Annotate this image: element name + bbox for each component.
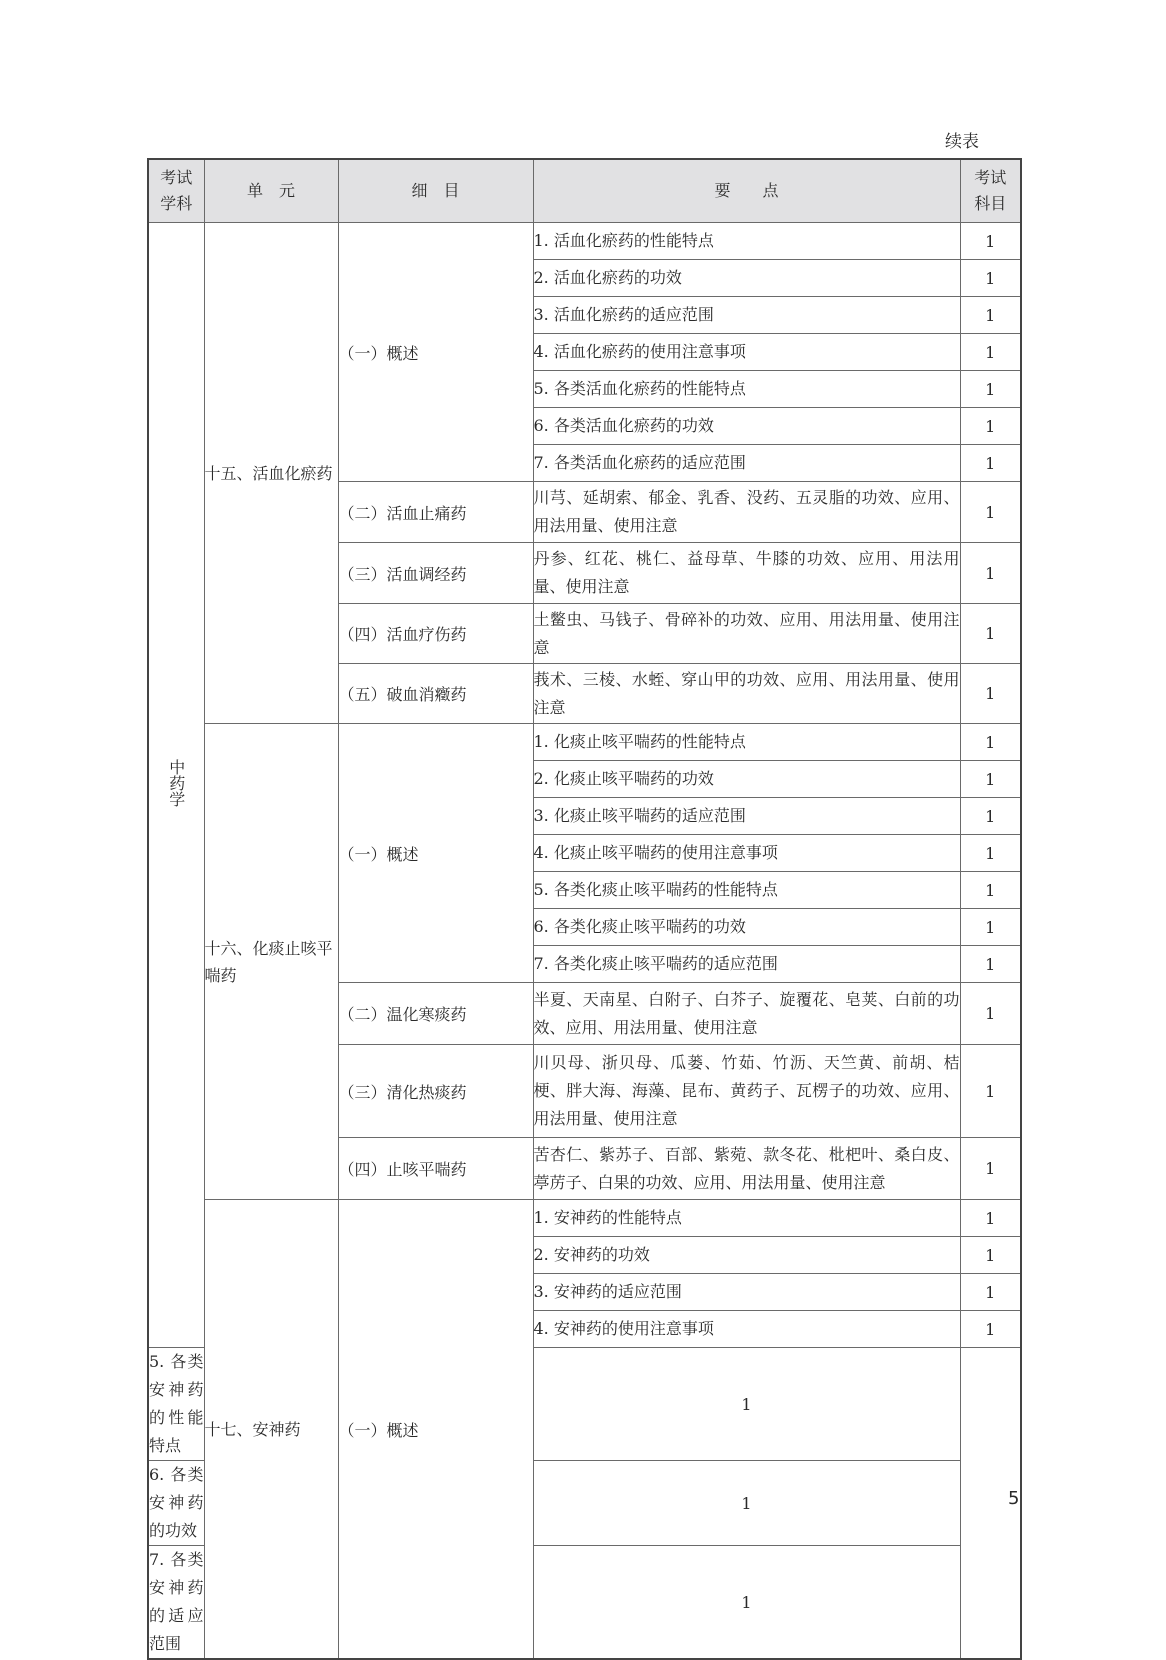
item-cell: （一）概述 bbox=[338, 223, 533, 482]
point-cell: 1. 活血化瘀药的性能特点 bbox=[533, 223, 960, 260]
item-cell: （三）清化热痰药 bbox=[338, 1045, 533, 1138]
exam-cell: 1 bbox=[960, 1311, 1021, 1348]
exam-cell: 1 bbox=[533, 1546, 960, 1660]
exam-cell: 1 bbox=[960, 872, 1021, 909]
exam-cell: 1 bbox=[960, 909, 1021, 946]
point-cell: 2. 活血化瘀药的功效 bbox=[533, 260, 960, 297]
exam-cell: 1 bbox=[960, 1138, 1021, 1200]
exam-cell: 1 bbox=[960, 297, 1021, 334]
point-cell: 2. 安神药的功效 bbox=[533, 1237, 960, 1274]
header-item: 细 目 bbox=[338, 159, 533, 223]
header-points: 要 点 bbox=[533, 159, 960, 223]
item-cell: （二）活血止痛药 bbox=[338, 482, 533, 543]
table-row bbox=[148, 1200, 1021, 1237]
exam-cell: 1 bbox=[960, 371, 1021, 408]
point-cell: 5. 各类安神药的性能特点 bbox=[148, 1348, 204, 1461]
point-cell: 3. 活血化瘀药的适应范围 bbox=[533, 297, 960, 334]
point-cell: 6. 各类活血化瘀药的功效 bbox=[533, 408, 960, 445]
subject-label: 中药学 bbox=[166, 759, 186, 807]
exam-cell: 1 bbox=[960, 761, 1021, 798]
item-cell: （二）温化寒痰药 bbox=[338, 983, 533, 1045]
point-cell: 7. 各类安神药的适应范围 bbox=[148, 1546, 204, 1660]
point-cell: 土鳖虫、马钱子、骨碎补的功效、应用、用法用量、使用注意 bbox=[533, 604, 960, 664]
point-cell: 6. 各类安神药的功效 bbox=[148, 1461, 204, 1546]
unit-cell: 十六、化痰止咳平喘药 bbox=[204, 724, 338, 1200]
exam-cell: 1 bbox=[960, 260, 1021, 297]
subject-cell bbox=[148, 223, 204, 1348]
table-row bbox=[148, 223, 1021, 260]
point-cell: 川芎、延胡索、郁金、乳香、没药、五灵脂的功效、应用、用法用量、使用注意 bbox=[533, 482, 960, 543]
point-cell: 6. 各类化痰止咳平喘药的功效 bbox=[533, 909, 960, 946]
item-cell: （三）活血调经药 bbox=[338, 543, 533, 604]
point-cell: 2. 化痰止咳平喘药的功效 bbox=[533, 761, 960, 798]
exam-cell: 1 bbox=[960, 724, 1021, 761]
point-cell: 7. 各类活血化瘀药的适应范围 bbox=[533, 445, 960, 482]
exam-cell: 1 bbox=[960, 408, 1021, 445]
point-cell: 4. 化痰止咳平喘药的使用注意事项 bbox=[533, 835, 960, 872]
exam-cell: 1 bbox=[960, 1200, 1021, 1237]
syllabus-table bbox=[147, 158, 1022, 1660]
item-cell: （一）概述 bbox=[338, 724, 533, 983]
point-cell: 5. 各类化痰止咳平喘药的性能特点 bbox=[533, 872, 960, 909]
point-cell: 3. 安神药的适应范围 bbox=[533, 1274, 960, 1311]
point-cell: 苦杏仁、紫苏子、百部、紫菀、款冬花、枇杷叶、桑白皮、葶苈子、白果的功效、应用、用法用量、使用注意 bbox=[533, 1138, 960, 1200]
exam-cell: 1 bbox=[960, 946, 1021, 983]
point-cell: 4. 活血化瘀药的使用注意事项 bbox=[533, 334, 960, 371]
exam-cell: 1 bbox=[960, 798, 1021, 835]
continued-table-label: 续表 bbox=[945, 132, 979, 152]
exam-cell: 1 bbox=[960, 334, 1021, 371]
exam-cell: 1 bbox=[960, 1045, 1021, 1138]
exam-cell: 1 bbox=[960, 223, 1021, 260]
exam-cell: 1 bbox=[960, 604, 1021, 664]
exam-cell: 1 bbox=[960, 543, 1021, 604]
exam-cell: 1 bbox=[960, 482, 1021, 543]
exam-cell: 1 bbox=[960, 1237, 1021, 1274]
exam-cell: 1 bbox=[960, 445, 1021, 482]
point-cell: 1. 安神药的性能特点 bbox=[533, 1200, 960, 1237]
page-number: 5 bbox=[1008, 1488, 1020, 1509]
item-cell: （四）活血疗伤药 bbox=[338, 604, 533, 664]
item-cell: （四）止咳平喘药 bbox=[338, 1138, 533, 1200]
exam-cell: 1 bbox=[533, 1348, 960, 1461]
exam-cell: 1 bbox=[960, 664, 1021, 724]
table-row bbox=[148, 724, 1021, 761]
exam-cell: 1 bbox=[533, 1461, 960, 1546]
point-cell: 丹参、红花、桃仁、益母草、牛膝的功效、应用、用法用量、使用注意 bbox=[533, 543, 960, 604]
item-cell: （五）破血消癥药 bbox=[338, 664, 533, 724]
point-cell: 1. 化痰止咳平喘药的性能特点 bbox=[533, 724, 960, 761]
unit-cell: 十五、活血化瘀药 bbox=[204, 223, 338, 724]
unit-cell: 十七、安神药 bbox=[204, 1200, 338, 1660]
header-unit: 单 元 bbox=[204, 159, 338, 223]
exam-cell: 1 bbox=[960, 983, 1021, 1045]
header-exam: 考试科目 bbox=[960, 159, 1021, 223]
item-cell: （一）概述 bbox=[338, 1200, 533, 1660]
point-cell: 3. 化痰止咳平喘药的适应范围 bbox=[533, 798, 960, 835]
point-cell: 5. 各类活血化瘀药的性能特点 bbox=[533, 371, 960, 408]
point-cell: 4. 安神药的使用注意事项 bbox=[533, 1311, 960, 1348]
exam-cell: 1 bbox=[960, 835, 1021, 872]
exam-cell: 1 bbox=[960, 1274, 1021, 1311]
point-cell: 莪术、三棱、水蛭、穿山甲的功效、应用、用法用量、使用注意 bbox=[533, 664, 960, 724]
table-header-row bbox=[148, 159, 1021, 223]
point-cell: 川贝母、浙贝母、瓜蒌、竹茹、竹沥、天竺黄、前胡、桔梗、胖大海、海藻、昆布、黄药子、瓦楞子的功效、应用、用法用量、使用注意 bbox=[533, 1045, 960, 1138]
point-cell: 7. 各类化痰止咳平喘药的适应范围 bbox=[533, 946, 960, 983]
header-subject: 考试学科 bbox=[148, 159, 204, 223]
point-cell: 半夏、天南星、白附子、白芥子、旋覆花、皂荚、白前的功效、应用、用法用量、使用注意 bbox=[533, 983, 960, 1045]
